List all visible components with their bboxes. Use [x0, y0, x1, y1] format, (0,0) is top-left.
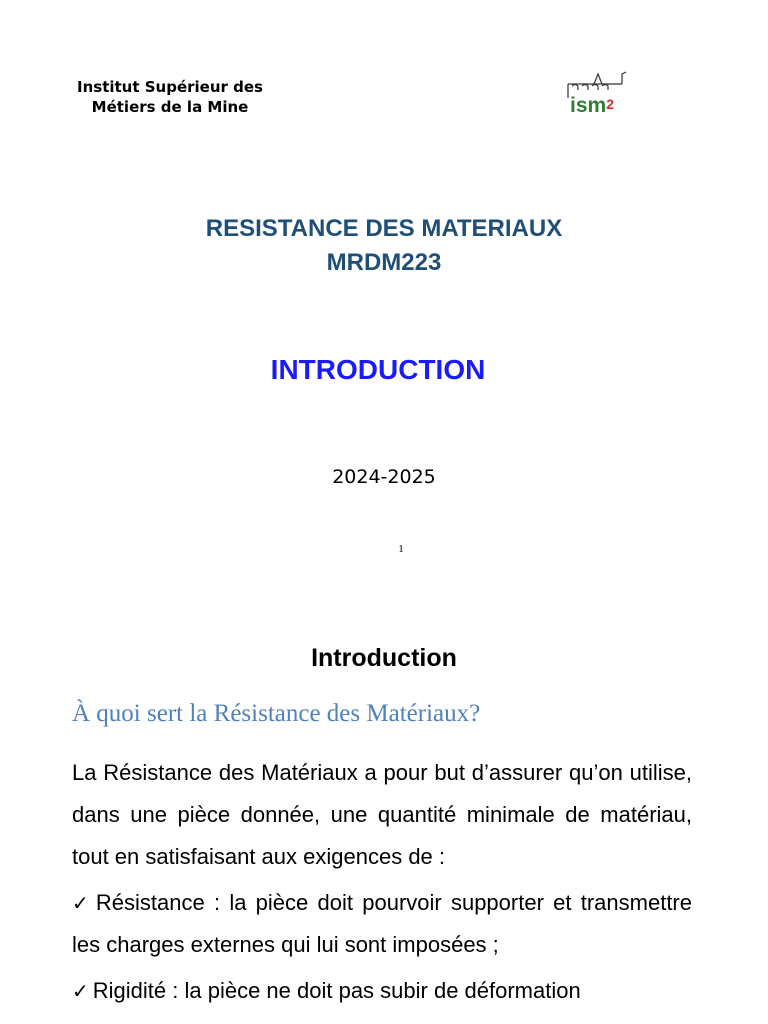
section-title: Introduction	[311, 644, 457, 672]
cover-subtitle: INTRODUCTION	[270, 354, 486, 385]
logo-superscript: 2	[606, 96, 614, 112]
logo-text-main: ism	[570, 94, 607, 117]
intro-paragraph: La Résistance des Matériaux a pour but d’assurer qu’on utilise, dans une pièce donnée, une quantité minimale de matériau, tout en satisfaisant aux exigences de :	[72, 760, 692, 869]
course-name: RESISTANCE DES MATERIAUX	[205, 215, 563, 242]
course-title	[0, 212, 768, 280]
requirement-item	[72, 970, 692, 1012]
institute-name	[40, 77, 300, 117]
ism-logo	[560, 70, 640, 126]
requirement-text: Résistance : la pièce doit pourvoir supporter et transmettre les charges externes qui lui sont imposées ;	[72, 890, 692, 957]
logo-text	[570, 94, 614, 118]
course-code: MRDM223	[326, 249, 442, 276]
checkmark-icon: ✓	[72, 979, 89, 1003]
institute-name-line2: Métiers de la Mine	[91, 98, 249, 116]
academic-year: 2024-2025	[332, 466, 436, 488]
institute-name-line1: Institut Supérieur des	[77, 78, 263, 96]
requirement-item	[72, 882, 692, 966]
section-question: À quoi sert la Résistance des Matériaux?	[72, 700, 481, 727]
requirement-text: Rigidité : la pièce ne doit pas subir de déformation	[92, 978, 581, 1003]
body-text	[72, 752, 692, 1016]
page-number: 1	[398, 543, 404, 555]
checkmark-icon: ✓	[72, 891, 92, 915]
